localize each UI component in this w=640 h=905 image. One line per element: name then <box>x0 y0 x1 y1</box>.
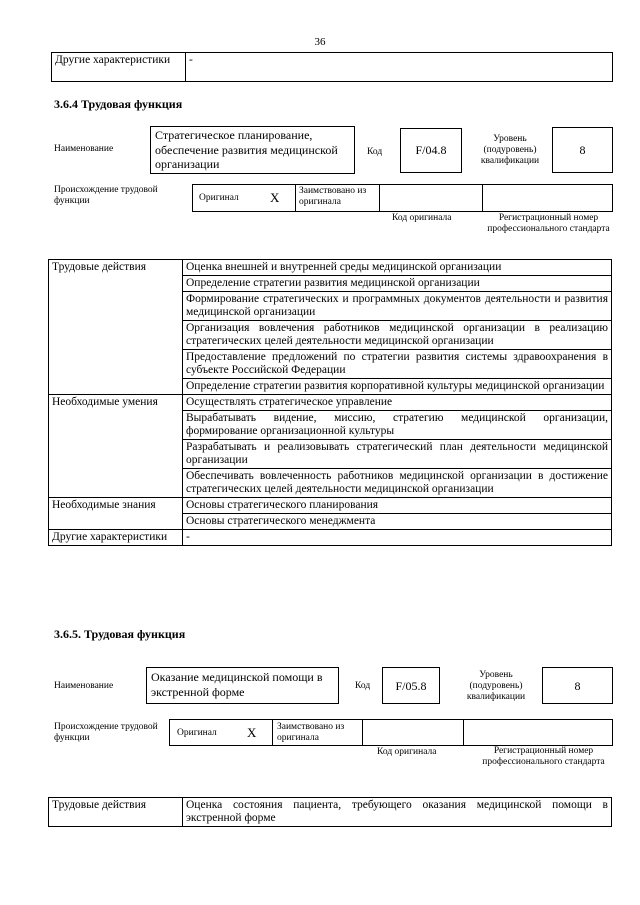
other-characteristics-table <box>51 52 613 82</box>
other-characteristics-value: - <box>186 53 613 82</box>
level-value-2: 8 <box>574 679 581 693</box>
row-text: Оценка внешней и внутренней среды медицинской организации <box>183 260 612 276</box>
borrowed-label: Заимствовано из оригинала <box>299 186 367 207</box>
reg-caption: Регистрационный номер профессионального стандарта <box>487 213 610 234</box>
function-name-value-2: Оказание медицинской помощи в экстренной форме <box>151 670 323 699</box>
code-value: F/04.8 <box>415 143 447 157</box>
original-mark: X <box>270 190 280 205</box>
origin-divider-1 <box>295 184 296 212</box>
original-mark-2: X <box>247 725 257 740</box>
origin2-divider-1 <box>272 719 273 746</box>
table-row <box>49 395 612 411</box>
code-orig-caption-2: Код оригинала <box>377 747 437 757</box>
code-label-2: Код <box>355 681 371 691</box>
origin2-divider-2 <box>362 719 363 746</box>
page-number: 36 <box>314 36 326 48</box>
row-text: Организация вовлечения работников медицинской организации в реализацию стратегических целей деятельности медицинской организации <box>183 321 612 350</box>
row-text: Осуществлять стратегическое управление <box>183 395 612 411</box>
other-characteristics-label: Другие характеристики <box>52 53 186 82</box>
bottom-row-text: Оценка состояния пациента, требующего оказания медицинской помощи в экстренной форме <box>183 798 612 827</box>
row-text: Вырабатывать видение, миссию, стратегию медицинской организации, формирование организационной культуры <box>183 411 612 440</box>
origin-divider-2 <box>379 184 380 212</box>
borrowed-label-2: Заимствовано из оригинала <box>277 722 345 743</box>
origin-divider-3 <box>482 184 483 212</box>
origin-row-2 <box>169 719 613 746</box>
code-value-2: F/05.8 <box>395 679 427 693</box>
bottom-row-label: Трудовые действия <box>49 798 183 827</box>
origin-label-2: Происхождение трудовой функции <box>54 722 158 743</box>
row-group-label: Трудовые действия <box>49 260 183 395</box>
row-text: Разрабатывать и реализовывать стратегический план деятельности медицинской организации <box>183 440 612 469</box>
original-label-2: Оригинал <box>177 728 217 738</box>
work-function-table <box>48 259 612 546</box>
name-label-2: Наименование <box>54 681 114 691</box>
origin-row <box>192 184 613 212</box>
row-text: Предоставление предложений по стратегии развития системы здравоохранения в субъекте Российской Федерации <box>183 350 612 379</box>
row-group-label: Необходимые умения <box>49 395 183 498</box>
level-label: Уровень (подуровень) квалификации <box>480 134 540 166</box>
table-row <box>49 260 612 276</box>
table-row <box>49 498 612 514</box>
code-label: Код <box>367 147 383 157</box>
section-heading-365: 3.6.5. Трудовая функция <box>54 627 186 641</box>
original-label: Оригинал <box>199 193 239 203</box>
work-function-table-2 <box>48 797 612 827</box>
function-name-value: Стратегическое планирование, обеспечение развития медицинской организации <box>155 128 338 171</box>
row-group-label: Другие характеристики <box>49 530 183 546</box>
section-heading-364: 3.6.4 Трудовая функция <box>54 97 183 111</box>
row-text: Основы стратегического менеджмента <box>183 514 612 530</box>
row-text: Формирование стратегических и программных документов деятельности и развития медицинской организации <box>183 292 612 321</box>
origin-label: Происхождение трудовой функции <box>54 185 158 206</box>
row-text: Основы стратегического планирования <box>183 498 612 514</box>
row-text: - <box>183 530 612 546</box>
row-text: Определение стратегии развития корпоративной культуры медицинской организации <box>183 379 612 395</box>
reg-caption-2: Регистрационный номер профессионального стандарта <box>482 746 605 767</box>
code-orig-caption: Код оригинала <box>392 213 452 223</box>
level-label-2: Уровень (подуровень) квалификации <box>466 670 526 702</box>
name-label: Наименование <box>54 144 114 154</box>
origin2-divider-3 <box>463 719 464 746</box>
row-group-label: Необходимые знания <box>49 498 183 530</box>
table-row <box>49 530 612 546</box>
level-value: 8 <box>579 143 586 157</box>
row-text: Обеспечивать вовлеченность работников медицинской организации в достижение стратегических целей деятельности медицинской организации <box>183 469 612 498</box>
row-text: Определение стратегии развития медицинской организации <box>183 276 612 292</box>
